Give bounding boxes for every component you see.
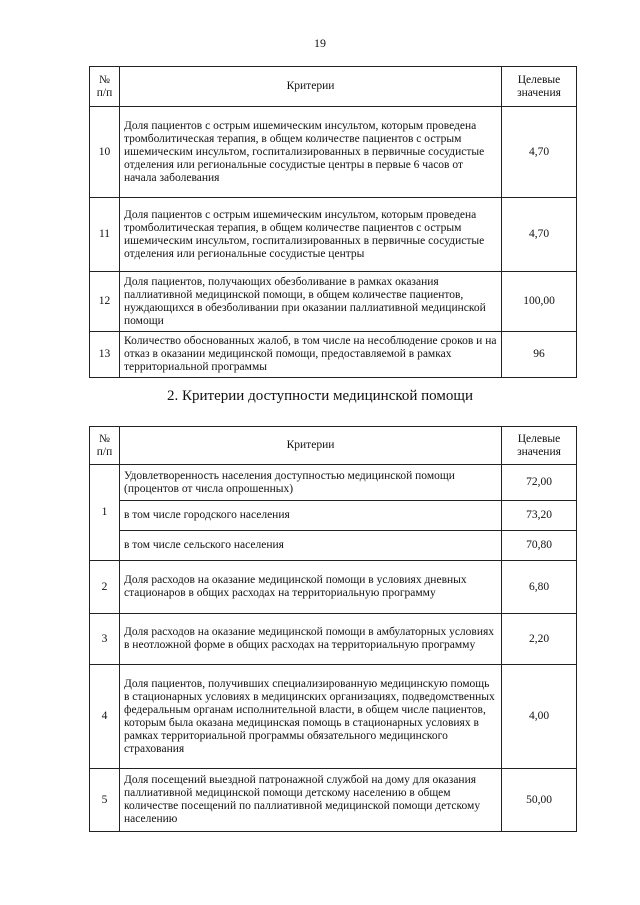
header-num: № п/п (90, 427, 120, 465)
table-row (90, 107, 577, 198)
row-num: 4 (90, 665, 120, 769)
row-criteria: Доля пациентов с острым ишемическим инсультом, которым проведена тромболитическая терапия, в общем количестве пациентов с острым ишемическим инсультом, госпитализированных в первичные сосудистые отделения или региональные сосудистые центры (120, 198, 502, 272)
table-header-row (90, 67, 577, 107)
row-value: 6,80 (502, 561, 577, 614)
table-row (90, 501, 577, 531)
row-criteria: Количество обоснованных жалоб, в том числе на несоблюдение сроков и на отказ в оказании медицинской помощи, предоставляемой в рамках территориальной программы (120, 332, 502, 378)
row-value: 4,00 (502, 665, 577, 769)
row-criteria: Удовлетворенность населения доступностью медицинской помощи (процентов от числа опрошенных) (120, 465, 502, 501)
row-value: 4,70 (502, 198, 577, 272)
row-num: 5 (90, 769, 120, 832)
table-row (90, 769, 577, 832)
header-value: Целевые значения (502, 427, 577, 465)
row-criteria: Доля пациентов с острым ишемическим инсультом, которым проведена тромболитическая терапия, в общем количестве пациентов с острым ишемическим инсультом, госпитализированных в первичные сосудистые отделения или региональные сосудистые центры в первые 6 часов от начала заболевания (120, 107, 502, 198)
row-value: 73,20 (502, 501, 577, 531)
row-num: 12 (90, 272, 120, 332)
header-criteria: Критерии (120, 67, 502, 107)
table-row (90, 665, 577, 769)
header-value: Целевые значения (502, 67, 577, 107)
row-num: 11 (90, 198, 120, 272)
table-row (90, 465, 577, 501)
row-criteria: Доля расходов на оказание медицинской помощи в условиях дневных стационаров в общих расходах на территориальную программу (120, 561, 502, 614)
row-value: 2,20 (502, 614, 577, 665)
row-criteria: в том числе сельского населения (120, 531, 502, 561)
row-num: 13 (90, 332, 120, 378)
row-num: 3 (90, 614, 120, 665)
quality-criteria-table-continued (89, 66, 577, 378)
header-num: № п/п (90, 67, 120, 107)
row-criteria: Доля расходов на оказание медицинской помощи в амбулаторных условиях в неотложной форме в общих расходах на территориальную программу (120, 614, 502, 665)
table-row (90, 561, 577, 614)
row-value: 70,80 (502, 531, 577, 561)
row-criteria: Доля пациентов, получивших специализированную медицинскую помощь в стационарных условиях в медицинских организациях, подведомственных федеральным органам исполнительной власти, в общем числе пациентов, которым была оказана медицинская помощь в стационарных условиях в рамках территориальной программы обязательного медицинского страхования (120, 665, 502, 769)
row-value: 100,00 (502, 272, 577, 332)
table-row (90, 531, 577, 561)
header-criteria: Критерии (120, 427, 502, 465)
accessibility-criteria-table (89, 426, 577, 832)
row-value: 50,00 (502, 769, 577, 832)
table-row (90, 272, 577, 332)
row-criteria: Доля посещений выездной патронажной службой на дому для оказания паллиативной медицинской помощи детскому населению в общем количестве посещений по паллиативной медицинской помощи детскому населению (120, 769, 502, 832)
row-value: 4,70 (502, 107, 577, 198)
table-header-row (90, 427, 577, 465)
row-num: 10 (90, 107, 120, 198)
row-criteria: в том числе городского населения (120, 501, 502, 531)
table-row (90, 332, 577, 378)
row-criteria: Доля пациентов, получающих обезболивание в рамках оказания паллиативной медицинской помощи, в общем количестве пациентов, нуждающихся в обезболивании при оказании паллиативной медицинской помощи (120, 272, 502, 332)
table-row (90, 198, 577, 272)
row-value: 96 (502, 332, 577, 378)
table-row (90, 614, 577, 665)
row-value: 72,00 (502, 465, 577, 501)
row-num: 2 (90, 561, 120, 614)
section-title: 2. Критерии доступности медицинской помощи (167, 388, 473, 404)
page-number: 19 (314, 36, 326, 50)
row-num: 1 (90, 465, 120, 561)
